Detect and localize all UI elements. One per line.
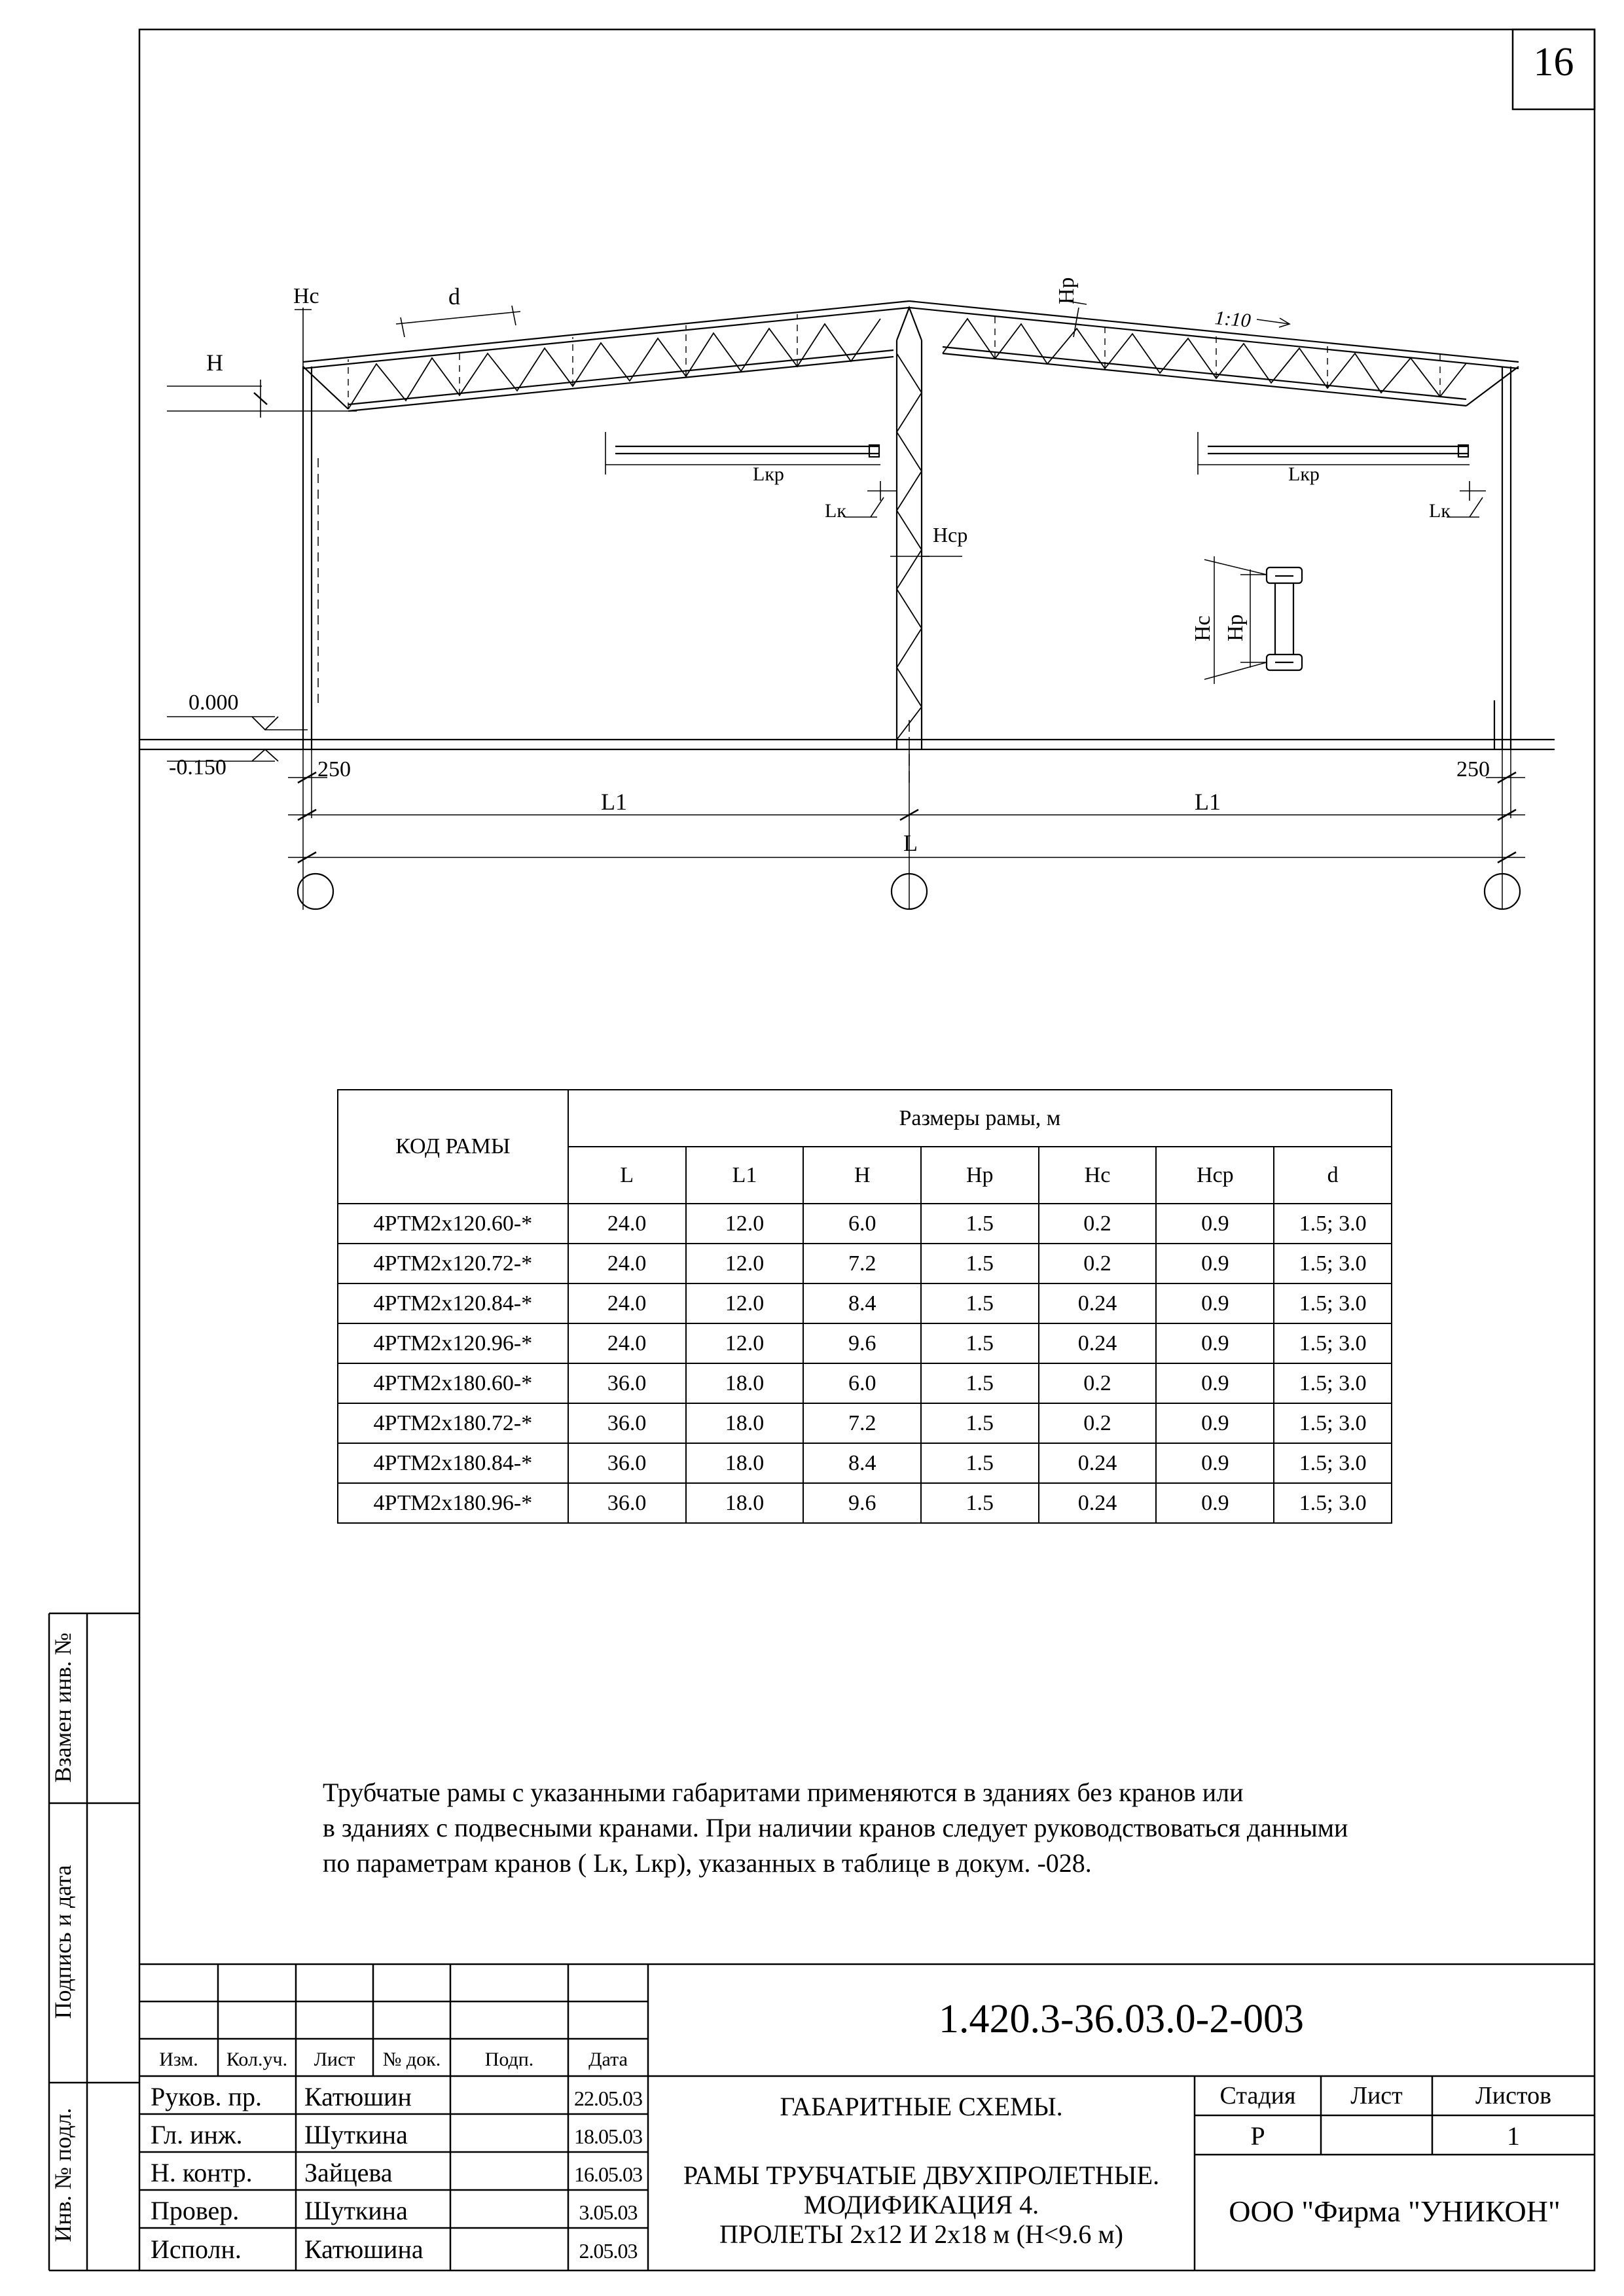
note-paragraph: [323, 1775, 1348, 1881]
table-row: [338, 1323, 1392, 1363]
drawing-labels: [169, 277, 1490, 856]
label-elev-zero: 0.000: [189, 691, 239, 715]
label-hc: Hc: [293, 284, 319, 308]
cell: 12.0: [686, 1323, 804, 1363]
company-name: ООО "Фирма "УНИКОН": [1229, 2195, 1561, 2228]
cell-code: 4РТМ2x120.84-*: [338, 1283, 568, 1323]
table-row: [338, 1363, 1392, 1403]
cell: 0.9: [1156, 1323, 1274, 1363]
cell: 8.4: [803, 1443, 921, 1483]
label-detail-hc: Hc: [1191, 615, 1215, 641]
cell: 1.5; 3.0: [1274, 1363, 1392, 1403]
label-elev-minus: -0.150: [169, 755, 226, 780]
cell: 7.2: [803, 1403, 921, 1443]
cell: 0.9: [1156, 1483, 1274, 1523]
table-row: [338, 1283, 1392, 1323]
label-d: d: [448, 283, 460, 310]
cell: 0.24: [1039, 1283, 1157, 1323]
cell: 1.5: [921, 1283, 1039, 1323]
table-row: [338, 1483, 1392, 1523]
name: Зайцева: [304, 2158, 393, 2187]
stage-label: Стадия: [1219, 2082, 1296, 2109]
cell-code: 4РТМ2x120.60-*: [338, 1204, 568, 1244]
label-lkp-right: Lкр: [1288, 463, 1320, 485]
doc-code: 1.420.3-36.03.0-2-003: [939, 1997, 1304, 2041]
cell: 0.2: [1039, 1244, 1157, 1283]
col-ndoc: № док.: [382, 2049, 441, 2070]
label-l1-left: L1: [601, 789, 627, 815]
label-h: H: [206, 350, 223, 376]
label-slope: 1:10: [1214, 307, 1252, 332]
cell: 24.0: [568, 1244, 686, 1283]
label-lk-left: Lк: [825, 500, 846, 522]
cell-code: 4РТМ2x180.60-*: [338, 1363, 568, 1403]
cell: 0.9: [1156, 1283, 1274, 1323]
cell: 7.2: [803, 1244, 921, 1283]
note-line: Трубчатые рамы с указанными габаритами применяются в зданиях без кранов или: [323, 1778, 1244, 1807]
cell: 1.5; 3.0: [1274, 1244, 1392, 1283]
cell: 9.6: [803, 1483, 921, 1523]
name: Катюшин: [304, 2082, 412, 2111]
table-row: [338, 1244, 1392, 1283]
sheets-value: 1: [1507, 2121, 1520, 2151]
date: 2.05.03: [579, 2239, 638, 2263]
title-line-3: МОДИФИКАЦИЯ 4.: [803, 2190, 1039, 2219]
cell: 0.9: [1156, 1403, 1274, 1443]
stamp-inv: Инв. № подл.: [50, 2108, 76, 2242]
label-detail-hp: Hp: [1223, 614, 1248, 641]
date: 3.05.03: [579, 2200, 638, 2224]
col-header: H: [803, 1147, 921, 1204]
cell: 1.5: [921, 1204, 1039, 1244]
cell: 36.0: [568, 1443, 686, 1483]
cell: 0.9: [1156, 1443, 1274, 1483]
label-l-total: L: [903, 830, 918, 856]
cell: 1.5: [921, 1443, 1039, 1483]
cell: 1.5; 3.0: [1274, 1483, 1392, 1523]
table-row: [338, 1204, 1392, 1244]
label-250-left: 250: [317, 757, 351, 781]
label-hcp: Hср: [933, 523, 968, 547]
stage-value: Р: [1250, 2121, 1265, 2151]
cell: 12.0: [686, 1204, 804, 1244]
role: Исполн.: [151, 2234, 242, 2264]
cell: 0.9: [1156, 1244, 1274, 1283]
cell: 1.5: [921, 1403, 1039, 1443]
cell: 0.9: [1156, 1363, 1274, 1403]
col-header: L: [568, 1147, 686, 1204]
stamp-podpis: Подпись и дата: [50, 1865, 76, 2019]
cell: 1.5; 3.0: [1274, 1323, 1392, 1363]
cell: 1.5: [921, 1244, 1039, 1283]
cell-code: 4РТМ2x120.72-*: [338, 1244, 568, 1283]
date: 18.05.03: [574, 2125, 642, 2148]
cell: 12.0: [686, 1283, 804, 1323]
cell: 1.5; 3.0: [1274, 1283, 1392, 1323]
table-row: [338, 1443, 1392, 1483]
cell: 24.0: [568, 1204, 686, 1244]
cell: 9.6: [803, 1323, 921, 1363]
label-hp: Hp: [1055, 277, 1079, 304]
sheet-label: Лист: [1350, 2082, 1403, 2109]
cell: 0.2: [1039, 1204, 1157, 1244]
cell: 0.2: [1039, 1403, 1157, 1443]
cell-code: 4РТМ2x120.96-*: [338, 1323, 568, 1363]
col-header: Hc: [1039, 1147, 1157, 1204]
role: Руков. пр.: [151, 2082, 262, 2111]
title-line-4: ПРОЛЕТЫ 2x12 И 2x18 м (H<9.6 м): [719, 2219, 1123, 2249]
cell: 36.0: [568, 1403, 686, 1443]
cell: 24.0: [568, 1283, 686, 1323]
cell: 1.5; 3.0: [1274, 1204, 1392, 1244]
date: 22.05.03: [574, 2087, 642, 2110]
name: Катюшина: [304, 2234, 424, 2264]
page-number: 16: [1533, 40, 1574, 84]
col-kol: Кол.уч.: [226, 2049, 288, 2070]
col-header: d: [1274, 1147, 1392, 1204]
date: 16.05.03: [574, 2162, 642, 2186]
cell: 6.0: [803, 1204, 921, 1244]
name: Шуткина: [304, 2196, 408, 2225]
cell: 24.0: [568, 1323, 686, 1363]
cell: 0.24: [1039, 1323, 1157, 1363]
table-header-row: [338, 1090, 1392, 1147]
col-data: Дата: [588, 2049, 628, 2070]
cell-code: 4РТМ2x180.72-*: [338, 1403, 568, 1443]
note-line: в зданиях с подвесными кранами. При наличии кранов следует руководствоваться данными: [323, 1813, 1348, 1842]
label-250-right: 250: [1456, 757, 1490, 781]
cell: 36.0: [568, 1483, 686, 1523]
col-list: Лист: [314, 2049, 355, 2070]
name: Шуткина: [304, 2120, 408, 2149]
cell: 1.5: [921, 1483, 1039, 1523]
cell-code: 4РТМ2x180.96-*: [338, 1483, 568, 1523]
col-izm: Изм.: [159, 2049, 198, 2070]
stamp-vzamen: Взамен инв. №: [50, 1632, 76, 1783]
role: Гл. инж.: [151, 2120, 243, 2149]
cell: 12.0: [686, 1244, 804, 1283]
col-podp: Подп.: [484, 2049, 534, 2070]
label-lk-right: Lк: [1429, 500, 1451, 522]
cell: 0.24: [1039, 1483, 1157, 1523]
table-row: [338, 1403, 1392, 1443]
cell: 18.0: [686, 1403, 804, 1443]
frame-dimensions-table: [337, 1089, 1392, 1524]
header-group: Размеры рамы, м: [568, 1090, 1392, 1147]
cell: 18.0: [686, 1443, 804, 1483]
note-line: по параметрам кранов ( Lк, Lкр), указанных в таблице в докум. -028.: [323, 1848, 1092, 1878]
cell: 18.0: [686, 1363, 804, 1403]
col-header: L1: [686, 1147, 804, 1204]
header-code: КОД РАМЫ: [338, 1090, 568, 1204]
cell: 0.9: [1156, 1204, 1274, 1244]
cell: 1.5; 3.0: [1274, 1403, 1392, 1443]
col-header: Hср: [1156, 1147, 1274, 1204]
cell: 8.4: [803, 1283, 921, 1323]
cell: 1.5: [921, 1363, 1039, 1403]
frame-scheme: [139, 301, 1555, 910]
label-l1-right: L1: [1195, 789, 1221, 815]
cell: 0.24: [1039, 1443, 1157, 1483]
label-lkp-left: Lкр: [753, 463, 784, 485]
cell: 1.5: [921, 1323, 1039, 1363]
role: Н. контр.: [151, 2158, 253, 2187]
cell: 0.2: [1039, 1363, 1157, 1403]
cell: 18.0: [686, 1483, 804, 1523]
title-line-1: ГАБАРИТНЫЕ СХЕМЫ.: [780, 2092, 1063, 2121]
role: Провер.: [151, 2196, 240, 2225]
cell-code: 4РТМ2x180.84-*: [338, 1443, 568, 1483]
cell: 1.5; 3.0: [1274, 1443, 1392, 1483]
col-header: Hp: [921, 1147, 1039, 1204]
title-line-2: РАМЫ ТРУБЧАТЫЕ ДВУХПРОЛЕТНЫЕ.: [683, 2161, 1160, 2190]
sheets-label: Листов: [1475, 2082, 1552, 2109]
cell: 6.0: [803, 1363, 921, 1403]
cell: 36.0: [568, 1363, 686, 1403]
